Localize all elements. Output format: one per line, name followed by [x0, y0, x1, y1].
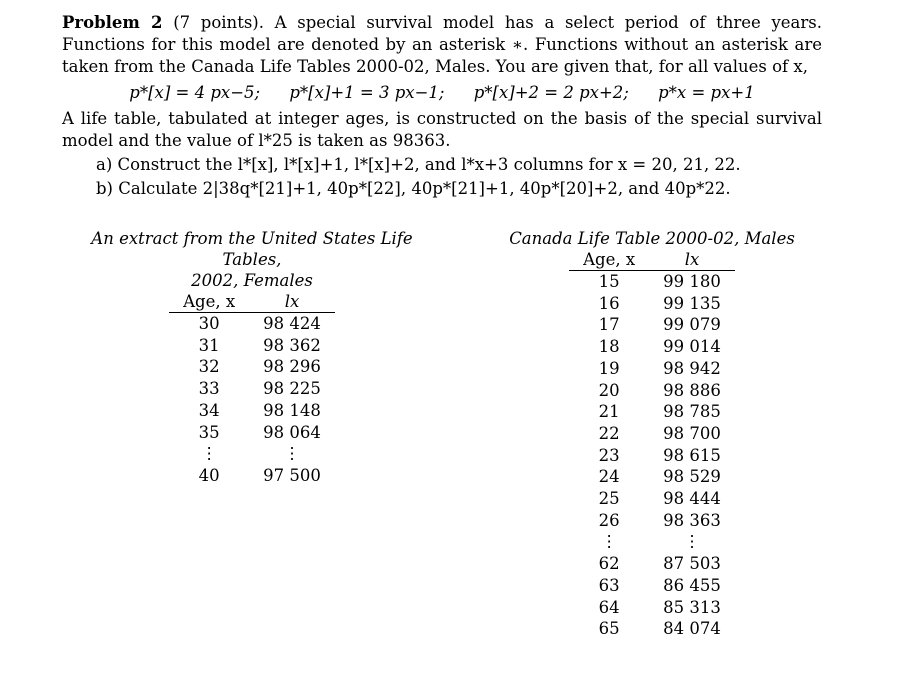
us-life-table — [62, 228, 442, 487]
lx-cell: 98 148 — [263, 400, 321, 420]
lx-cell: 98 529 — [663, 467, 721, 487]
age-cell: 24 — [598, 467, 620, 487]
table-row — [169, 378, 335, 400]
table-row — [169, 335, 335, 357]
equation-4: p*x = px+1 — [658, 83, 755, 102]
tables-area — [62, 228, 822, 658]
equations-line — [62, 82, 822, 104]
age-cell: 40 — [198, 465, 220, 485]
table-row — [169, 400, 335, 422]
equation-3: p*[x]+2 = 2 px+2; — [473, 83, 629, 102]
lx-cell: 99 079 — [663, 315, 721, 335]
problem-intro-text: A special survival model has a select period of three years. Functions for this model are denoted by an asterisk ∗. Functions without an asterisk are taken from the Canada Life Tables 2000-02, Males. You are given that, for all values of x, — [62, 13, 822, 76]
age-cell: 26 — [598, 510, 620, 530]
canada-col-age: Age, x — [569, 249, 649, 271]
table-row — [169, 313, 335, 335]
lx-cell: 98 615 — [663, 445, 721, 465]
lx-cell: 98 064 — [263, 422, 321, 442]
lx-cell: 85 313 — [663, 597, 721, 617]
equation-2: p*[x]+1 = 3 px−1; — [289, 83, 445, 102]
table-row — [169, 443, 335, 465]
lx-cell: 97 500 — [263, 465, 321, 485]
lx-cell: 98 296 — [263, 357, 321, 377]
lx-cell: 99 180 — [663, 272, 721, 291]
lx-cell: 99 014 — [663, 337, 721, 357]
age-cell: ⋮ — [600, 532, 618, 552]
lx-cell: 98 942 — [663, 358, 721, 378]
lx-cell: 98 225 — [263, 379, 321, 399]
part-a: a) Construct the l*[x], l*[x]+1, l*[x]+2, and l*x+3 columns for x = 20, 21, 22. — [96, 155, 741, 174]
lx-cell: 99 135 — [663, 293, 721, 313]
problem-text — [62, 12, 822, 202]
age-cell: 63 — [598, 575, 620, 595]
age-cell: 35 — [198, 422, 220, 442]
age-cell: 22 — [598, 423, 620, 443]
lx-cell: ⋮ — [283, 444, 301, 464]
table-row — [569, 336, 735, 358]
us-table-caption-1: An extract from the United States Life Tables, — [91, 229, 413, 269]
age-cell: 17 — [598, 315, 620, 335]
table-row — [569, 488, 735, 510]
lx-cell: 98 424 — [263, 314, 321, 333]
table-row — [569, 293, 735, 315]
age-cell: 20 — [598, 380, 620, 400]
problem-statement: A life table, tabulated at integer ages, is constructed on the basis of the special survival model and the value of l*25 is taken as 98363. — [62, 109, 822, 150]
lx-cell: 98 886 — [663, 380, 721, 400]
age-cell: 15 — [598, 272, 620, 291]
lx-cell: 98 362 — [263, 335, 321, 355]
table-row — [569, 445, 735, 467]
age-cell: 62 — [598, 554, 620, 574]
table-row — [569, 380, 735, 402]
table-row — [569, 358, 735, 380]
us-col-age: Age, x — [169, 291, 249, 313]
table-row — [569, 271, 735, 293]
age-cell: 19 — [598, 358, 620, 378]
table-row — [569, 423, 735, 445]
table-row — [569, 575, 735, 597]
lx-cell: 98 785 — [663, 402, 721, 422]
age-cell: 32 — [198, 357, 220, 377]
table-row — [569, 314, 735, 336]
canada-table — [569, 249, 735, 640]
age-cell: 65 — [598, 619, 620, 639]
lx-cell: 98 363 — [663, 510, 721, 530]
age-cell: 21 — [598, 402, 620, 422]
table-row — [169, 465, 335, 487]
age-cell: 34 — [198, 400, 220, 420]
equation-1: p*[x] = 4 px−5; — [129, 83, 261, 102]
canada-table-caption: Canada Life Table 2000-02, Males — [509, 229, 795, 248]
lx-cell: 98 444 — [663, 489, 721, 509]
lx-cell: 98 700 — [663, 423, 721, 443]
table-row — [569, 510, 735, 532]
lx-cell: 84 074 — [663, 619, 721, 639]
age-cell: 23 — [598, 445, 620, 465]
lx-cell: 87 503 — [663, 554, 721, 574]
age-cell: 31 — [198, 335, 220, 355]
table-row — [569, 531, 735, 553]
age-cell: 33 — [198, 379, 220, 399]
table-row — [169, 356, 335, 378]
table-row — [569, 466, 735, 488]
age-cell: 64 — [598, 597, 620, 617]
table-row — [569, 618, 735, 640]
age-cell: 25 — [598, 489, 620, 509]
table-row — [569, 553, 735, 575]
problem-label: Problem 2 — [62, 13, 163, 32]
us-table-caption-2: 2002, Females — [191, 271, 313, 290]
table-row — [569, 597, 735, 619]
age-cell: ⋮ — [200, 444, 218, 464]
problem-points: (7 points). — [173, 13, 264, 32]
canada-life-table — [482, 228, 822, 640]
age-cell: 18 — [598, 337, 620, 357]
age-cell: 30 — [198, 314, 220, 333]
canada-col-l: lx — [649, 249, 735, 271]
us-col-l: lx — [249, 291, 335, 313]
age-cell: 16 — [598, 293, 620, 313]
problem-intro — [62, 12, 822, 78]
part-b: b) Calculate 2|38q*[21]+1, 40p*[22], 40p*[21]+1, 40p*[20]+2, and 40p*22. — [96, 179, 731, 198]
lx-cell: ⋮ — [683, 532, 701, 552]
us-table — [169, 291, 335, 487]
table-row — [569, 401, 735, 423]
table-row — [169, 422, 335, 444]
lx-cell: 86 455 — [663, 575, 721, 595]
parts-list — [96, 154, 822, 200]
